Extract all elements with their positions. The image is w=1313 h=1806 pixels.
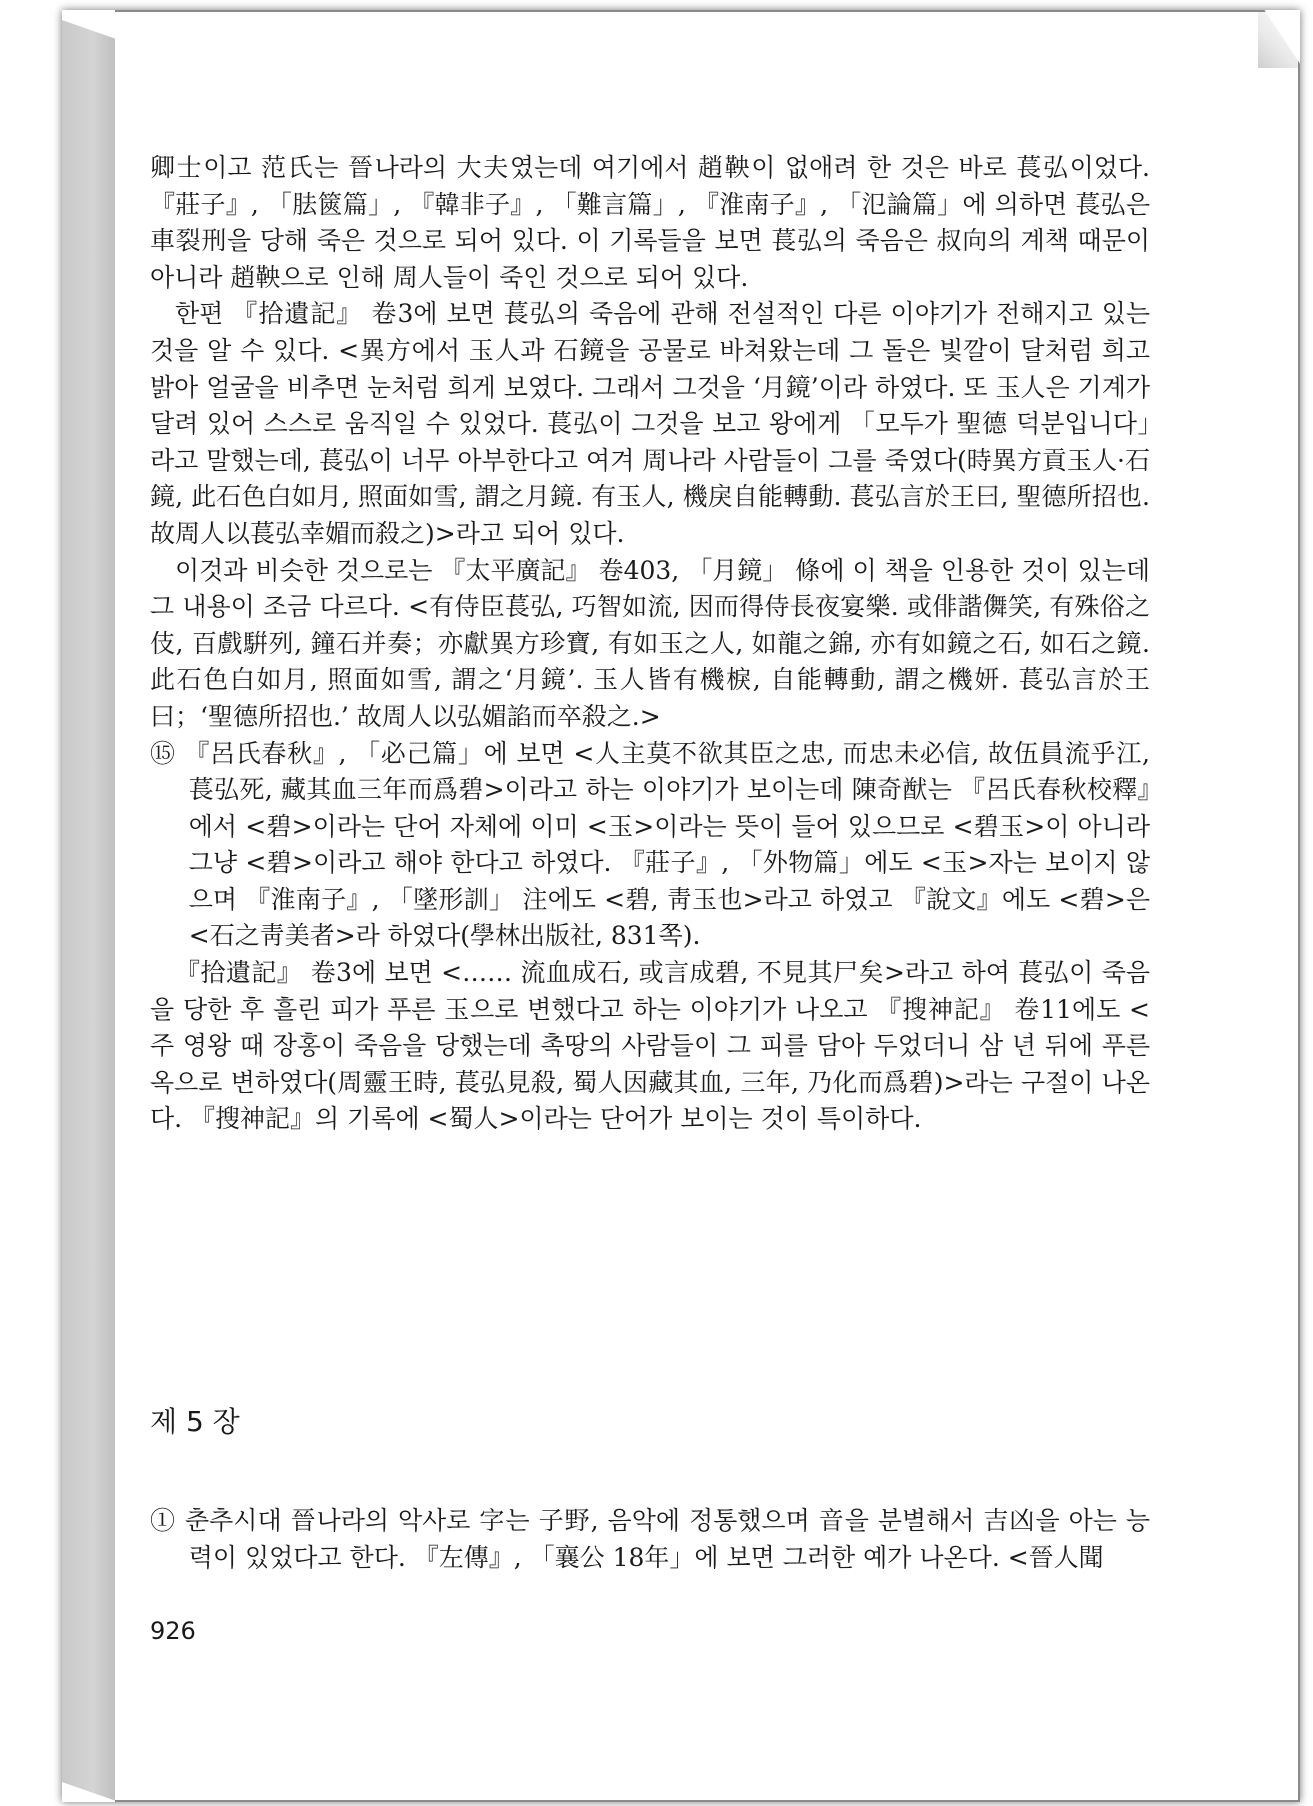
footnote-15: ⑮ 『呂氏春秋』, 「必己篇」에 보면 <人主莫不欲其臣之忠, 而忠未必信, 故伍員流乎江, 萇弘死, 藏其血三年而爲碧>이라고 하는 이야기가 보이는데 陳奇猷는 『呂氏春秋校釋』에서 <碧>이라는 단어 자체에 이미 <玉>이라는 뜻이 들어 있으므로 <碧玉>이 아니라 그냥 <碧>이라고 해야 한다고 하였다. 『莊子』, 「外物篇」에도 <玉>자는 보이지 않으며 『淮南子』, 「墜形訓」 注에도 <碧, 靑玉也>라고 하였고 『說文』에도 <碧>은 <石之靑美者>라 하였다(學林出版社, 831쪽). — [150, 738, 1150, 951]
chapter-heading: 제 5 장 — [150, 1405, 240, 1438]
book-spine — [62, 20, 119, 1802]
footnote-1: ① 춘추시대 晉나라의 악사로 字는 子野, 음악에 정통했으며 音을 분별해서 吉凶을 아는 능력이 있었다고 한다. 『左傳』, 「襄公 18年」에 보면 그러한 예가 나온다. <晉人聞 — [150, 1506, 1150, 1572]
paragraph-2: 한편 『拾遺記』 卷3에 보면 萇弘의 죽음에 관해 전설적인 다른 이야기가 전해지고 있는 것을 알 수 있다. <異方에서 玉人과 石鏡을 공물로 바쳐왔는데 그 돌은 빛깔이 달처럼 희고 밝아 얼굴을 비추면 눈처럼 희게 보였다. 그래서 그것을 ‘月鏡’이라 하였다. 또 玉人은 기계가 달려 있어 스스로 움직일 수 있었다. 萇弘이 그것을 보고 왕에게 「모두가 聖德 덕분입니다」라고 말했는데, 萇弘이 너무 아부한다고 여겨 周나라 사람들이 그를 죽였다(時異方貢玉人·石鏡, 此石色白如月, 照面如雪, 謂之月鏡. 有玉人, 機戾自能轉動. 萇弘言於王曰, 聖德所招也. 故周人以萇弘幸媚而殺之)>라고 되어 있다. — [150, 299, 1150, 548]
chapter-body — [150, 1477, 1150, 1601]
paragraph-3: 이것과 비슷한 것으로는 『太平廣記』 卷403, 「月鏡」 條에 이 책을 인용한 것이 있는데 그 내용이 조금 다르다. <有侍臣萇弘, 巧智如流, 因而得侍長夜宴樂. 或俳諧儛笑, 有殊俗之伎, 百戲騈列, 鐘石并奏；亦獻異方珍寶, 有如玉之人, 如龍之錦, 亦有如鏡之石, 如石之鏡. 此石色白如月, 照面如雪, 謂之‘月鏡’. 玉人皆有機棙, 自能轉動, 謂之機妍. 萇弘言於王曰；‘聖德所招也.’ 故周人以弘媚諂而卒殺之.> — [150, 555, 1150, 731]
paragraph-5: 『拾遺記』 卷3에 보면 <…… 流血成石, 或言成碧, 不見其尸矣>라고 하여 萇弘이 죽음을 당한 후 흘린 피가 푸른 玉으로 변했다고 하는 이야기가 나오고 『搜神記』 卷11에도 <주 영왕 때 장홍이 죽음을 당했는데 촉땅의 사람들이 그 피를 담아 두었더니 삼 년 뒤에 푸른 옥으로 변하였다(周靈王時, 萇弘見殺, 蜀人因藏其血, 三年, 乃化而爲碧)>라는 구절이 나온다. 『搜神記』의 기록에 <蜀人>이라는 단어가 보이는 것이 특이하다. — [150, 958, 1150, 1134]
body-text — [150, 150, 1150, 1138]
paragraph-1: 卿士이고 范氏는 晉나라의 大夫였는데 여기에서 趙鞅이 없애려 한 것은 바로 萇弘이었다. 『莊子』, 「胠篋篇」, 『韓非子』, 「難言篇」, 『淮南子』, 「氾論篇」에 의하면 萇弘은 車裂刑을 당해 죽은 것으로 되어 있다. 이 기록들을 보면 萇弘의 죽음은 叔向의 계책 때문이 아니라 趙鞅으로 인해 周人들이 죽인 것으로 되어 있다. — [150, 153, 1150, 292]
page-number: 926 — [150, 1617, 196, 1645]
